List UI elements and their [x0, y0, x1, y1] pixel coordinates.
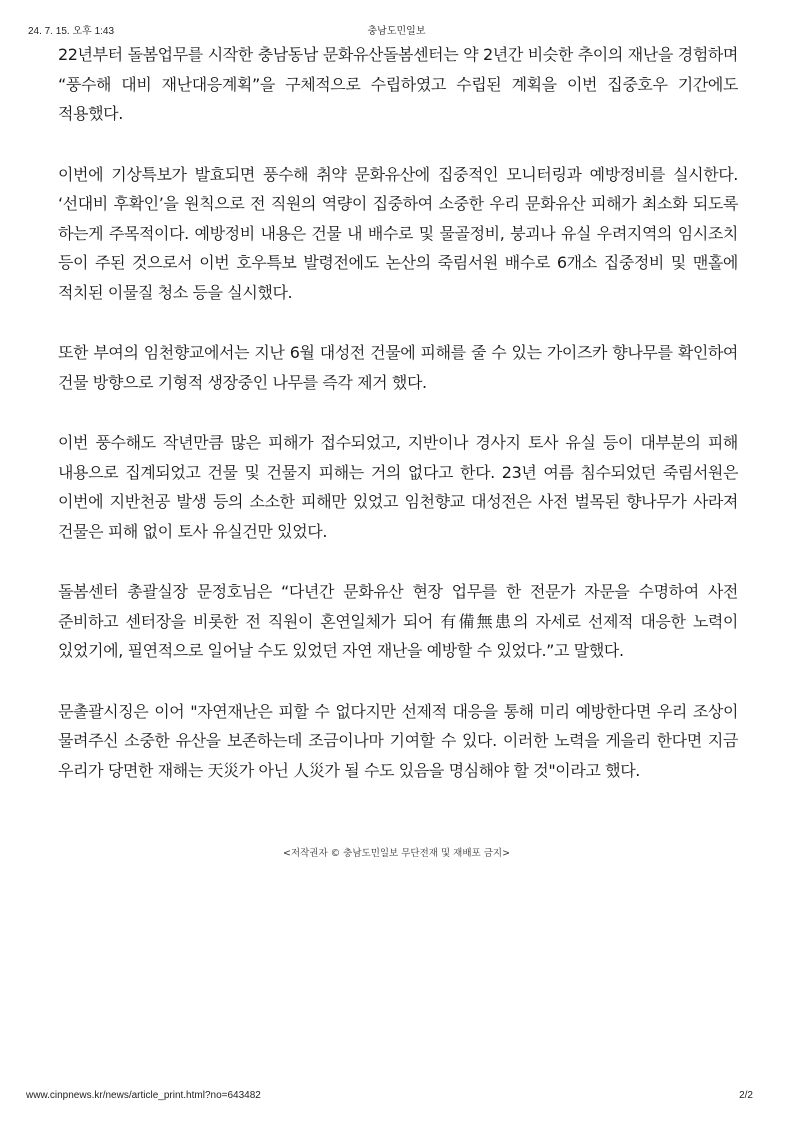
- site-name: 충남도민일보: [367, 26, 426, 37]
- article-paragraph: 22년부터 돌봄업무를 시작한 충남동남 문화유산돌봄센터는 약 2년간 비슷한 추이의 재난을 경험하며 “풍수해 대비 재난대응계획”을 구체적으로 수립하였고 수립된 계획을 이번 집중호우 기간에도 적용했다.: [58, 45, 738, 123]
- article-body: [58, 40, 738, 816]
- article-paragraph: 이번에 기상특보가 발효되면 풍수해 취약 문화유산에 집중적인 모니터링과 예방정비를 실시한다. ‘선대비 후확인’을 원칙으로 전 직원의 역량이 집중하여 소중한 우리 문화유산 피해가 최소화 되도록 하는게 주목적이다. 예방정비 내용은 건물 내 배수로 및 물골정비, 붕괴나 유실 우려지역의 임시조치 등이 주된 것으로서 이번 호우특보 발령전에도 논산의 죽림서원 배수로 6개소 집중정비 및 맨홀에 적치된 이물질 청소 등을 실시했다.: [58, 164, 738, 302]
- page-number: 2/2: [739, 1090, 753, 1101]
- print-header: [28, 22, 765, 36]
- article-paragraph: 또한 부여의 임천향교에서는 지난 6월 대성전 건물에 피해를 줄 수 있는 가이즈카 향나무를 확인하여 건물 방향으로 기형적 생장중인 나무를 즉각 제거 했다.: [58, 343, 738, 392]
- article-paragraph: 이번 풍수해도 작년만큼 많은 피해가 접수되었고, 지반이나 경사지 토사 유실 등이 대부분의 피해 내용으로 집계되었고 건물 및 건물지 피해는 거의 없다고 한다. 23년 여름 침수되었던 죽림서원은 이번에 지반천공 발생 등의 소소한 피해만 있었고 임천향교 대성전은 사전 벌목된 향나무가 사라져 건물은 피해 없이 토사 유실건만 있었다.: [58, 433, 738, 541]
- print-footer: [26, 1090, 753, 1104]
- article-paragraph: 돌봄센터 총괄실장 문정호님은 “다년간 문화유산 현장 업무를 한 전문가 자문을 수명하여 사전 준비하고 센터장을 비롯한 전 직원이 혼연일체가 되어 有備無患의 자세로 선제적 대응한 노력이 있었기에, 필연적으로 일어날 수도 있었던 자연 재난을 예방할 수 있었다.”고 말했다.: [58, 582, 738, 660]
- copyright-notice: <저작권자 © 충남도민일보 무단전재 및 재배포 금지>: [282, 848, 511, 859]
- print-date-time: 24. 7. 15. 오후 1:43: [28, 26, 115, 37]
- article-url: www.cinpnews.kr/news/article_print.html?no=643482: [26, 1090, 261, 1101]
- article-paragraph: 문촐괄시징은 이어 "자연재난은 피할 수 없다지만 선제적 대응을 통해 미리 예방한다면 우리 조상이 물려주신 소중한 유산을 보존하는데 조금이나마 기여할 수 있다. 이러한 노력을 게을리 한다면 지금 우리가 당면한 재해는 天災가 아닌 人災가 될 수도 있음을 명심해야 할 것"이라고 했다.: [58, 701, 738, 780]
